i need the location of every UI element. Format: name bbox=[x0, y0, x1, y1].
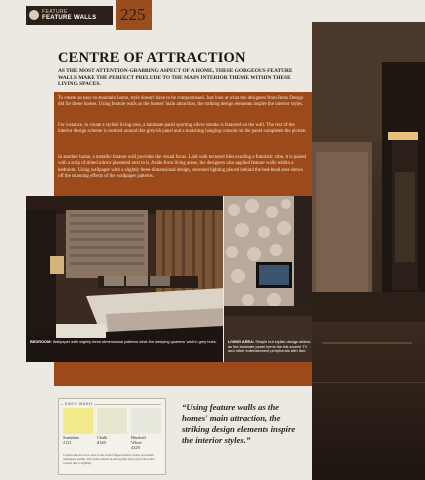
photo-footer-bar bbox=[54, 362, 312, 386]
swatch-code: 2121 bbox=[63, 439, 72, 445]
article-subtitle: AS THE MOST ATTENTION-GRABBING ASPECT OF A HOME, THESE GORGEOUS FEATURE WALLS MAKE THE PERFECT PRELUDE TO THE MAIN INTERIOR THEME WITHIN THESE LIVING SPACES. bbox=[58, 68, 293, 88]
bedroom-caption bbox=[30, 340, 218, 345]
section-tab bbox=[26, 6, 113, 25]
section-label-small: FEATURE bbox=[42, 9, 68, 15]
swatch-card-title: EASY WASH bbox=[65, 401, 93, 406]
bedroom-caption-text: Wallpaper with slightly three-dimensional patterns deck the sleeping quarters' wall in grey hues. bbox=[52, 339, 217, 344]
section-label: FEATURE WALLS bbox=[42, 15, 97, 21]
swatch-code: White bbox=[131, 439, 142, 445]
body-paragraph: In another home, a metallic feature wall provides the visual focus. Laid with textured tiles exuding a futuristic vibe, it is paired with a strip of tinted mirror plastered next to it. Aside from living areas, the designers also applied feature walls within a bedroom. Using wallpaper with a slightly three-dimensional design, recessed lighting placed behind the bed-head area shows off the stunning effects of the wallpaper patterns. bbox=[58, 155, 306, 180]
body-paragraph: To create an easy-to-maintain home, style doesn't have to be compromised. Just look at what the designers from Renz Design did for these homes. Using feature walls as the homes' main attraction, the striking design elements inspire the interior styles. bbox=[58, 96, 304, 108]
swatch-code: 4329 bbox=[131, 444, 140, 450]
living-area-caption bbox=[228, 340, 312, 354]
living-area-photo bbox=[224, 196, 312, 362]
paint-swatch-card bbox=[58, 398, 166, 475]
swatch-bluebell bbox=[131, 408, 161, 434]
article-title: CENTRE OF ATTRACTION bbox=[58, 50, 246, 66]
page-number: 225 bbox=[120, 5, 146, 24]
living-area-caption-label: LIVING AREA: bbox=[228, 339, 255, 344]
swatch-code: 8340 bbox=[97, 439, 106, 445]
interior-photo-right bbox=[312, 22, 425, 480]
living-area-caption-text: Simple but stylish design strikes as the laminate panel hems the flat-screen TV and other entertainment peripherals with flair. bbox=[228, 339, 311, 354]
swatch-name: Sunshine bbox=[63, 435, 80, 440]
swatch-label bbox=[97, 436, 129, 446]
swatch-sunshine bbox=[63, 408, 93, 434]
pull-quote: “Using feature walls as the homes' main attraction, the striking design elements inspire the interior styles.” bbox=[182, 402, 296, 445]
section-bullet-icon bbox=[29, 10, 39, 20]
body-paragraph: For instance, to create a stylish living area, a laminate panel sporting silver streaks is featured on the wall. The rest of the interior design scheme is centred around this greyish panel and a matching hanging console on the panel completes the picture. bbox=[58, 123, 307, 135]
swatch-label bbox=[63, 436, 95, 446]
swatch-name: Chalk bbox=[97, 435, 108, 440]
swatch-label bbox=[131, 436, 163, 450]
swatch-chalk bbox=[97, 408, 127, 434]
swatch-name: Bluebell bbox=[131, 435, 146, 440]
bedroom-caption-label: BEDROOM: bbox=[30, 339, 52, 344]
bedroom-photo bbox=[26, 196, 223, 362]
swatch-disclaimer: Colours shown are as close to the actual Nippon Paint Colours as modern techniques permit. All colours shown in photograph may vary from actual colours due to lighting. bbox=[63, 453, 155, 465]
